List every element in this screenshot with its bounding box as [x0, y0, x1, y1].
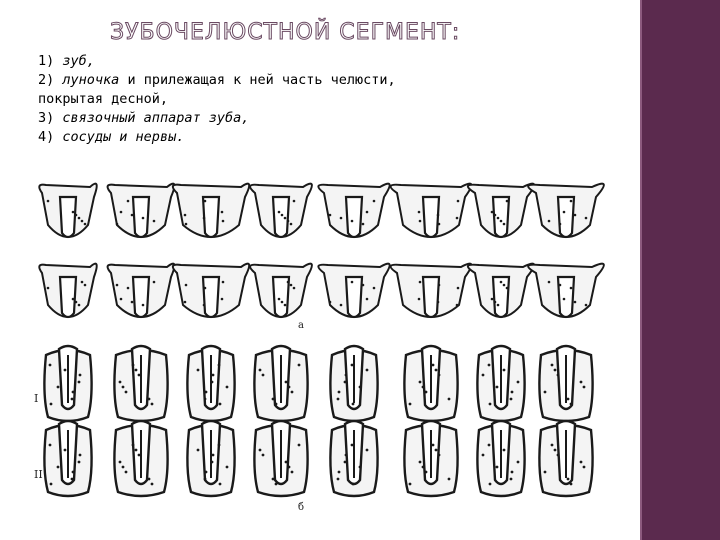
bone-speck — [456, 217, 459, 220]
sub-label-a: а — [298, 320, 304, 331]
tooth-root — [423, 277, 439, 317]
bone-speck — [120, 298, 123, 301]
bone-speck — [517, 381, 520, 384]
bone-speck — [583, 386, 586, 389]
bone-speck — [218, 444, 221, 447]
bone-speck — [49, 364, 52, 367]
bone-speck — [64, 369, 67, 372]
bone-speck — [293, 287, 296, 290]
bone-speck — [222, 220, 225, 223]
bone-speck — [288, 386, 291, 389]
bone-speck — [567, 478, 570, 481]
list-text: и прилежащая к ней часть челюсти, — [127, 72, 396, 88]
bone-speck — [409, 483, 412, 486]
bone-speck — [81, 220, 84, 223]
tooth-root — [558, 277, 574, 317]
bone-speck — [185, 223, 188, 226]
bone-speck — [551, 444, 554, 447]
tooth-root — [423, 197, 439, 237]
bone-speck — [205, 391, 208, 394]
bone-speck — [205, 471, 208, 474]
bone-speck — [456, 304, 459, 307]
list-number: 3) — [38, 110, 55, 126]
bone-speck — [432, 444, 435, 447]
bone-speck — [47, 200, 50, 203]
bone-speck — [488, 444, 491, 447]
bone-speck — [554, 449, 557, 452]
bone-speck — [293, 200, 296, 203]
tooth-root — [60, 277, 76, 317]
bone-speck — [491, 298, 494, 301]
bone-speck — [290, 284, 293, 287]
bone-speck — [119, 381, 122, 384]
bone-speck — [284, 217, 287, 220]
bone-speck — [285, 381, 288, 384]
bone-speck — [329, 214, 332, 217]
bone-speck — [425, 471, 428, 474]
bone-speck — [84, 284, 87, 287]
bone-speck — [517, 461, 520, 464]
list-text: сосуды и нервы. — [62, 129, 185, 145]
bone-speck — [221, 211, 224, 214]
tooth-root — [346, 197, 362, 237]
bone-speck — [448, 478, 451, 481]
bone-speck — [548, 281, 551, 284]
bone-speck — [81, 281, 84, 284]
bone-speck — [272, 398, 275, 401]
bone-speck — [422, 466, 425, 469]
bone-speck — [567, 398, 570, 401]
bone-speck — [580, 461, 583, 464]
bone-speck — [554, 369, 557, 372]
bone-speck — [226, 466, 229, 469]
bone-speck — [506, 200, 509, 203]
bone-speck — [338, 471, 341, 474]
bone-speck — [585, 304, 588, 307]
bone-speck — [418, 298, 421, 301]
bone-speck — [351, 444, 354, 447]
bone-speck — [153, 281, 156, 284]
bone-speck — [262, 454, 265, 457]
list-item — [38, 128, 458, 147]
bone-speck — [72, 471, 75, 474]
bone-speck — [125, 471, 128, 474]
bone-speck — [362, 284, 365, 287]
bone-speck — [287, 281, 290, 284]
bone-speck — [557, 454, 560, 457]
slide-list — [38, 52, 458, 147]
tooth-root — [203, 197, 219, 237]
bone-speck — [570, 483, 573, 486]
bone-speck — [72, 391, 75, 394]
bone-speck — [288, 466, 291, 469]
teeth-drawing — [36, 170, 606, 520]
bone-speck — [425, 391, 428, 394]
bone-speck — [71, 398, 74, 401]
bone-speck — [438, 374, 441, 377]
bone-speck — [138, 374, 141, 377]
tooth-root — [346, 277, 362, 317]
bone-speck — [344, 381, 347, 384]
bone-speck — [75, 301, 78, 304]
bone-speck — [544, 471, 547, 474]
tooth-root — [273, 197, 289, 237]
bone-speck — [585, 217, 588, 220]
bone-speck — [275, 403, 278, 406]
bone-speck — [71, 478, 74, 481]
bone-speck — [563, 298, 566, 301]
bone-speck — [122, 466, 125, 469]
bone-speck — [544, 391, 547, 394]
bone-speck — [291, 391, 294, 394]
bone-speck — [184, 301, 187, 304]
teeth-illustration — [36, 170, 606, 520]
bone-speck — [284, 304, 287, 307]
sub-label-b: б — [298, 502, 305, 513]
bone-speck — [298, 444, 301, 447]
bone-speck — [50, 483, 53, 486]
bone-speck — [185, 284, 188, 287]
bone-speck — [488, 364, 491, 367]
bone-speck — [570, 403, 573, 406]
bone-speck — [281, 301, 284, 304]
bone-speck — [497, 217, 500, 220]
bone-speck — [127, 200, 130, 203]
bone-speck — [197, 369, 200, 372]
bone-speck — [259, 449, 262, 452]
right-sidebar-band — [642, 0, 720, 540]
bone-speck — [281, 214, 284, 217]
bone-speck — [437, 301, 440, 304]
list-number: 1) — [38, 53, 55, 69]
bone-speck — [448, 398, 451, 401]
bone-speck — [373, 200, 376, 203]
bone-speck — [338, 391, 341, 394]
bone-speck — [275, 483, 278, 486]
bone-speck — [503, 369, 506, 372]
bone-speck — [511, 471, 514, 474]
bone-speck — [482, 454, 485, 457]
bone-speck — [419, 281, 422, 284]
bone-speck — [72, 298, 75, 301]
bone-speck — [142, 217, 145, 220]
bone-speck — [298, 364, 301, 367]
bone-speck — [278, 298, 281, 301]
bone-speck — [366, 369, 369, 372]
bone-speck — [559, 284, 562, 287]
bone-speck — [496, 386, 499, 389]
bone-speck — [131, 301, 134, 304]
bone-speck — [132, 444, 135, 447]
bone-speck — [551, 364, 554, 367]
bone-speck — [457, 287, 460, 290]
bone-speck — [344, 461, 347, 464]
bone-speck — [437, 214, 440, 217]
tooth-root — [558, 197, 574, 237]
bone-speck — [278, 211, 281, 214]
bone-speck — [366, 449, 369, 452]
bone-speck — [72, 211, 75, 214]
bone-speck — [78, 461, 81, 464]
bone-speck — [418, 211, 421, 214]
bone-speck — [151, 483, 154, 486]
bone-speck — [419, 461, 422, 464]
bone-speck — [503, 449, 506, 452]
bone-speck — [366, 211, 369, 214]
bone-speck — [78, 381, 81, 384]
bone-speck — [49, 444, 52, 447]
tooth-root — [133, 197, 149, 237]
bone-speck — [559, 223, 562, 226]
bone-speck — [221, 298, 224, 301]
bone-speck — [329, 301, 332, 304]
bone-speck — [574, 301, 577, 304]
bone-speck — [494, 214, 497, 217]
list-item — [38, 52, 458, 71]
bone-speck — [78, 217, 81, 220]
bone-speck — [120, 211, 123, 214]
bone-speck — [184, 214, 187, 217]
bone-speck — [510, 398, 513, 401]
bone-speck — [496, 466, 499, 469]
bone-speck — [75, 214, 78, 217]
list-number: 2) — [38, 72, 55, 88]
bone-speck — [500, 281, 503, 284]
bone-speck — [489, 403, 492, 406]
bone-speck — [226, 386, 229, 389]
bone-speck — [510, 478, 513, 481]
list-item — [38, 71, 458, 90]
bone-speck — [135, 369, 138, 372]
bone-speck — [79, 454, 82, 457]
list-number: 4) — [38, 129, 55, 145]
tooth-root — [133, 277, 149, 317]
bone-speck — [142, 304, 145, 307]
bone-speck — [204, 200, 207, 203]
bone-speck — [47, 287, 50, 290]
bone-speck — [373, 287, 376, 290]
bone-speck — [340, 304, 343, 307]
bone-speck — [570, 200, 573, 203]
bone-speck — [503, 284, 506, 287]
bone-speck — [84, 223, 87, 226]
bone-speck — [432, 364, 435, 367]
bone-speck — [497, 304, 500, 307]
bone-speck — [362, 223, 365, 226]
bone-speck — [272, 478, 275, 481]
bone-speck — [435, 369, 438, 372]
bone-speck — [435, 449, 438, 452]
bone-speck — [153, 220, 156, 223]
bone-speck — [457, 200, 460, 203]
bone-speck — [262, 374, 265, 377]
bone-speck — [482, 374, 485, 377]
bone-speck — [419, 381, 422, 384]
bone-speck — [211, 461, 214, 464]
bone-speck — [291, 471, 294, 474]
bone-speck — [345, 454, 348, 457]
bone-speck — [409, 403, 412, 406]
bone-speck — [57, 386, 60, 389]
bone-speck — [570, 287, 573, 290]
bone-speck — [352, 483, 355, 486]
bone-speck — [489, 483, 492, 486]
row-label-2: II — [34, 468, 43, 481]
tooth-root — [493, 197, 509, 237]
bone-speck — [351, 364, 354, 367]
bone-speck — [583, 466, 586, 469]
bone-speck — [50, 403, 53, 406]
bone-speck — [359, 466, 362, 469]
bone-speck — [204, 398, 207, 401]
bone-speck — [352, 403, 355, 406]
list-text: связочный аппарат зуба, — [62, 110, 250, 126]
bone-speck — [419, 220, 422, 223]
bone-speck — [491, 211, 494, 214]
bone-speck — [219, 483, 222, 486]
list-item — [38, 109, 458, 128]
bone-speck — [131, 214, 134, 217]
list-text: зуб, — [62, 53, 95, 69]
bone-speck — [122, 386, 125, 389]
bone-speck — [218, 364, 221, 367]
bone-speck — [438, 454, 441, 457]
bone-speck — [148, 398, 151, 401]
bone-speck — [222, 281, 225, 284]
slide-title: ЗУБОЧЕЛЮСТНОЙ СЕГМЕНТ: — [110, 20, 461, 45]
bone-speck — [212, 374, 215, 377]
bone-speck — [204, 478, 207, 481]
bone-speck — [116, 284, 119, 287]
tooth-root — [203, 277, 219, 317]
bone-speck — [340, 217, 343, 220]
tooth-root — [273, 277, 289, 317]
bone-speck — [422, 386, 425, 389]
bone-speck — [438, 284, 441, 287]
bone-speck — [64, 449, 67, 452]
bone-speck — [285, 461, 288, 464]
bone-speck — [438, 223, 441, 226]
bone-speck — [78, 304, 81, 307]
bone-speck — [125, 391, 128, 394]
bone-speck — [127, 287, 130, 290]
bone-speck — [506, 287, 509, 290]
list-text-italic: луночка — [62, 72, 120, 88]
list-item-continuation: покрытая десной, — [38, 91, 169, 107]
bone-speck — [351, 220, 354, 223]
bone-speck — [500, 220, 503, 223]
bone-speck — [290, 223, 293, 226]
bone-speck — [203, 217, 206, 220]
bone-speck — [259, 369, 262, 372]
bone-speck — [337, 478, 340, 481]
bone-speck — [132, 364, 135, 367]
bone-speck — [119, 461, 122, 464]
bone-speck — [366, 298, 369, 301]
bone-speck — [203, 304, 206, 307]
bone-speck — [548, 220, 551, 223]
bone-speck — [557, 374, 560, 377]
bone-speck — [563, 211, 566, 214]
row-label-1: I — [34, 392, 39, 405]
bone-speck — [57, 466, 60, 469]
bone-speck — [494, 301, 497, 304]
tooth-root — [60, 197, 76, 237]
bone-speck — [351, 281, 354, 284]
bone-speck — [116, 223, 119, 226]
bone-speck — [511, 391, 514, 394]
bone-speck — [197, 449, 200, 452]
bone-speck — [345, 374, 348, 377]
bone-speck — [503, 223, 506, 226]
bone-speck — [79, 374, 82, 377]
bone-speck — [574, 214, 577, 217]
bone-speck — [151, 403, 154, 406]
bone-speck — [287, 220, 290, 223]
bone-speck — [359, 386, 362, 389]
bone-speck — [135, 449, 138, 452]
bone-speck — [204, 287, 207, 290]
bone-speck — [148, 478, 151, 481]
bone-speck — [211, 381, 214, 384]
bone-speck — [337, 398, 340, 401]
bone-speck — [138, 454, 141, 457]
bone-speck — [580, 381, 583, 384]
bone-speck — [219, 403, 222, 406]
bone-speck — [212, 454, 215, 457]
